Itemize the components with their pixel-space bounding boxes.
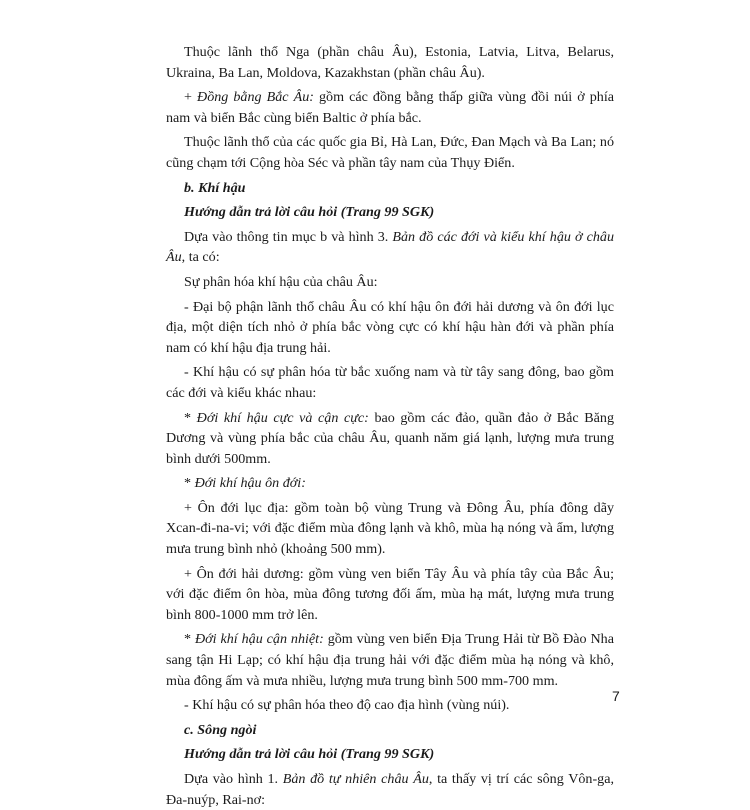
text: + Ôn đới hải dương: gồm vùng ven biển Tây Âu và phía tây của Bắc Âu; với đặc điểm ôn hòa, mùa đông tương đối ấm, mùa hạ mát, lượng mưa trung bình 800-1000 mm trở lên. <box>166 565 614 623</box>
section-heading-climate <box>166 178 614 199</box>
section-heading-rivers <box>166 720 614 741</box>
paragraph-5 <box>166 272 614 293</box>
text: * <box>184 475 195 492</box>
paragraph-10 <box>166 498 614 560</box>
heading-text: c. Sông ngòi <box>184 721 257 738</box>
text: - Đại bộ phận lãnh thổ châu Âu có khí hậu ôn đới hải dương và ôn đới lục địa, một diện tích nhỏ ở phía bắc vòng cực có khí hậu hàn đới và phần phía nam có khí hậu địa trung hải. <box>166 298 614 356</box>
text: + Ôn đới lục địa: gồm toàn bộ vùng Trung và Đông Âu, phía đông dãy Xcan-đi-na-vi; với đặc điểm mùa đông lạnh và khô, mùa hạ nóng và ẩm, lượng mưa trung bình nhỏ (khoảng 500 mm). <box>166 499 614 558</box>
answer-guide-heading-2 <box>166 744 614 765</box>
paragraph-1 <box>166 42 614 83</box>
paragraph-6 <box>166 297 614 359</box>
text: Thuộc lãnh thổ Nga (phần châu Âu), Estonia, Latvia, Litva, Belarus, Ukraina, Ba Lan, Moldova, Kazakhstan (phần châu Âu). <box>166 44 614 81</box>
text: Dựa vào hình 1. <box>184 771 283 787</box>
paragraph-8 <box>166 408 614 470</box>
paragraph-11 <box>166 564 614 626</box>
paragraph-12 <box>166 629 614 691</box>
text: Thuộc lãnh thổ của các quốc gia Bỉ, Hà Lan, Đức, Đan Mạch và Ba Lan; nó cũng chạm tới Cộng hòa Séc và phần tây nam của Thụy Điển. <box>166 134 614 171</box>
text: gồm các đồng bằng thấp giữa vùng đồi núi ở phía nam và biển Bắc cùng biển Baltic ở phía bắc. <box>166 89 614 126</box>
text: gồm vùng ven biển Địa Trung Hải từ Bồ Đào Nha sang tận Hi Lạp; có khí hậu địa trung hải với đặc điểm mùa hạ nóng và khô, mùa đông ấm và mưa nhiều, lượng mưa trung bình 500 mm-700 mm. <box>166 631 614 689</box>
italic-term: Đới khí hậu cực và cận cực: <box>196 409 369 426</box>
paragraph-13 <box>166 695 614 716</box>
paragraph-3 <box>166 132 614 173</box>
italic-term: Đồng bằng Bắc Âu: <box>197 89 314 106</box>
text: * <box>184 631 195 648</box>
text: , ta có: <box>181 249 220 266</box>
heading-text: Hướng dẫn trả lời câu hỏi (Trang 99 SGK) <box>184 746 435 763</box>
heading-text: b. Khí hậu <box>184 179 246 196</box>
text: - Khí hậu có sự phân hóa từ bắc xuống nam và từ tây sang đông, bao gồm các đới và kiểu khác nhau: <box>166 364 614 401</box>
paragraph-9 <box>166 473 614 494</box>
paragraph-14 <box>166 769 614 810</box>
text: Sự phân hóa khí hậu của châu Âu: <box>184 273 378 290</box>
heading-text: Hướng dẫn trả lời câu hỏi (Trang 99 SGK) <box>184 204 435 221</box>
text: bao gồm các đảo, quần đảo ở Bắc Băng Dương và vùng phía bắc của châu Âu, quanh năm giá lạnh, lượng mưa trung bình dưới 500mm. <box>166 409 615 467</box>
page-number: 7 <box>612 688 620 704</box>
text: , ta thấy vị trí các sông Vôn-ga, Đa-nuýp, Rai-nơ: <box>166 771 614 808</box>
text: - Khí hậu có sự phân hóa theo độ cao địa hình (vùng núi). <box>184 697 510 714</box>
text: Dựa vào thông tin mục b và hình 3. <box>184 228 393 245</box>
italic-term: Đới khí hậu cận nhiệt: <box>194 631 324 648</box>
paragraph-2 <box>166 87 614 128</box>
text: * <box>184 409 197 426</box>
text: + <box>184 89 198 106</box>
italic-figure-ref: Bản đồ tự nhiên châu Âu <box>282 771 429 787</box>
answer-guide-heading-1 <box>166 202 614 223</box>
paragraph-7 <box>166 362 614 403</box>
paragraph-4 <box>166 227 614 268</box>
italic-term: Đới khí hậu ôn đới: <box>194 475 306 492</box>
italic-figure-ref: Bản đồ các đới và kiểu khí hậu ở châu Âu <box>166 228 614 266</box>
